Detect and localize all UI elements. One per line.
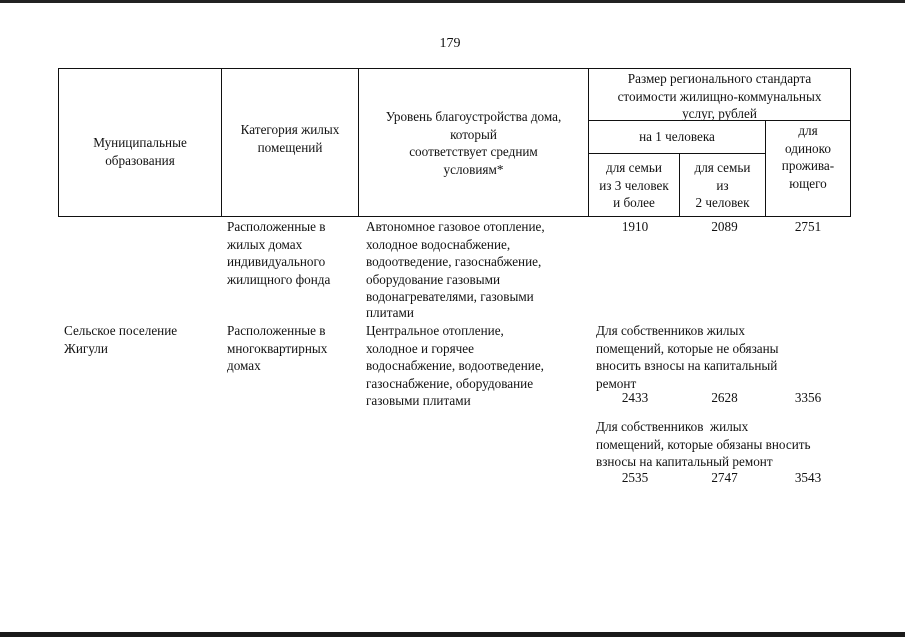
- header-text-line: и более: [613, 195, 655, 210]
- header-text-line: условиям*: [443, 161, 504, 177]
- header-text-line: Уровень благоустройства дома,: [385, 109, 562, 124]
- header-per-person: на 1 человека: [639, 129, 715, 144]
- group1-value-family3: 2433: [621, 390, 649, 405]
- group1-note: [596, 322, 852, 392]
- row1-level: [366, 218, 591, 319]
- header-text-line: 2 человек: [695, 195, 750, 210]
- cell-text-line: Расположенные в: [227, 323, 326, 338]
- cell-text-line: жилых домах: [227, 236, 303, 252]
- header-text-line: из 3 человек: [599, 177, 669, 193]
- header-text-line: прожива-: [781, 158, 835, 173]
- cell-text-line: водоотведение, газоснабжение,: [366, 254, 542, 269]
- header-divider: [588, 153, 766, 154]
- cell-text-line: Жигули: [64, 340, 108, 356]
- row1-category: [227, 218, 362, 288]
- header-text-line: из: [716, 177, 729, 193]
- header-text-line: Муниципальные: [93, 135, 187, 150]
- page-number: 179: [439, 36, 461, 51]
- group2-value-family2: 2747: [711, 470, 738, 485]
- cell-text-line: жилищного фонда: [227, 271, 331, 287]
- header-standard: [589, 70, 850, 123]
- cell-text-line: газоснабжение, оборудование: [366, 375, 534, 391]
- cell-text-line: холодное водоснабжение,: [366, 236, 511, 252]
- group1-value-single: 3356: [794, 390, 822, 405]
- cell-text-line: Для собственников жилых: [596, 419, 749, 434]
- cell-text-line: Для собственников жилых: [596, 323, 745, 338]
- cell-text-line: холодное и горячее: [366, 340, 475, 356]
- header-text-line: ющего: [789, 175, 827, 191]
- group2-note: [596, 418, 854, 471]
- row2-municipality: [64, 322, 224, 357]
- header-municipality: [59, 134, 221, 169]
- cell-text-line: ремонт: [596, 375, 637, 391]
- cell-text-line: индивидуального: [227, 254, 326, 269]
- row2-level: [366, 322, 591, 410]
- header-text-line: образования: [105, 152, 175, 168]
- cell-text-line: газовыми плитами: [366, 393, 471, 408]
- header-text-line: услуг, рублей: [682, 106, 757, 121]
- header-border-top: [58, 68, 851, 69]
- cell-text-line: плитами: [366, 304, 414, 320]
- cell-text-line: помещений, которые не обязаны: [596, 340, 779, 356]
- row1-value-family3: 1910: [621, 219, 649, 234]
- header-family2: [680, 159, 765, 212]
- cell-text-line: домах: [227, 358, 261, 373]
- row1-value-family2: 2089: [711, 219, 738, 234]
- header-text-line: Размер регионального стандарта: [627, 71, 812, 86]
- header-level: [359, 108, 588, 178]
- cell-text-line: водонагревателями, газовыми: [366, 289, 534, 304]
- cell-text-line: взносы на капитальный ремонт: [596, 454, 773, 469]
- header-text-line: стоимости жилищно-коммунальных: [617, 88, 822, 104]
- group1-value-family2: 2628: [711, 390, 738, 405]
- header-border-bottom: [58, 216, 851, 217]
- header-family3: [589, 159, 679, 212]
- header-text-line: Категория жилых: [240, 122, 340, 137]
- group2-value-family3: 2535: [621, 470, 649, 485]
- header-border-right: [850, 68, 851, 217]
- scan-bottom-edge: [0, 632, 905, 637]
- cell-text-line: водоснабжение, водоотведение,: [366, 358, 544, 373]
- header-text-line: помещений: [257, 139, 323, 155]
- cell-text-line: вносить взносы на капитальный: [596, 358, 778, 373]
- header-single: [766, 122, 850, 192]
- header-text-line: для семьи: [606, 160, 662, 175]
- header-text-line: для семьи: [694, 160, 751, 175]
- row2-category: [227, 322, 362, 375]
- cell-text-line: оборудование газовыми: [366, 271, 501, 287]
- group2-value-single: 3543: [794, 470, 822, 485]
- cell-text-line: Центральное отопление,: [366, 323, 504, 338]
- row1-value-single: 2751: [794, 219, 822, 234]
- table-header: [58, 68, 851, 217]
- header-text-line: соответствует средним: [409, 144, 538, 159]
- cell-text-line: помещений, которые обязаны вносить: [596, 436, 811, 452]
- cell-text-line: многоквартирных: [227, 340, 328, 356]
- header-text-line: одиноко: [785, 140, 831, 156]
- header-text-line: который: [450, 126, 497, 142]
- cell-text-line: Сельское поселение: [64, 323, 178, 338]
- cell-text-line: Автономное газовое отопление,: [366, 219, 545, 234]
- header-category: [222, 121, 358, 156]
- scan-top-edge: [0, 0, 905, 3]
- cell-text-line: Расположенные в: [227, 219, 326, 234]
- header-text-line: для: [798, 123, 818, 138]
